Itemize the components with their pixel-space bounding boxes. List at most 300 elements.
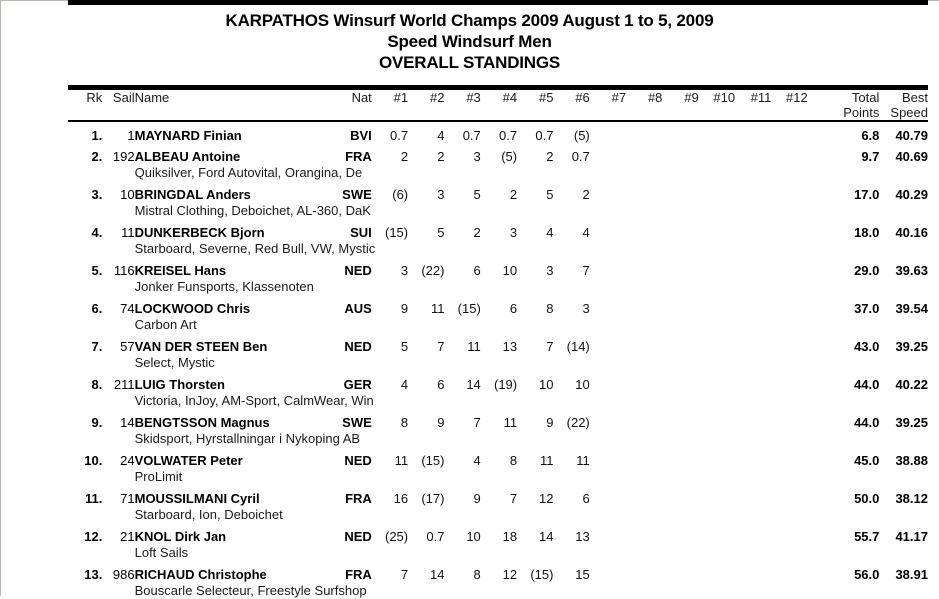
row-sail: 986 — [112, 567, 135, 582]
row-nat: SUI — [350, 225, 372, 240]
row-race-7 — [590, 181, 626, 202]
best-speed-label-line1: Best — [901, 90, 928, 105]
row-race-10 — [699, 485, 735, 506]
row-race-1: 5 — [400, 339, 409, 354]
row-name — [135, 523, 338, 544]
table-row-sponsors — [68, 164, 928, 181]
row-race-4: (5) — [501, 149, 518, 164]
sponsor-row-indent — [68, 582, 135, 599]
row-sponsors-text: Jonker Funsports, Klassenoten — [134, 279, 314, 294]
row-race-11 — [735, 561, 771, 582]
row-race-5: 14 — [538, 529, 554, 544]
row-sail: 24 — [120, 453, 135, 468]
row-spacer — [808, 371, 834, 392]
row-race-3: 3 — [473, 149, 481, 164]
row-race-11 — [735, 447, 771, 468]
row-spacer — [808, 257, 834, 278]
row-sponsors — [135, 544, 928, 561]
row-race-2: (15) — [421, 453, 445, 468]
row-sponsors — [135, 164, 928, 181]
row-race-8 — [626, 371, 662, 392]
row-race-2: 9 — [437, 415, 445, 430]
row-race-7 — [590, 561, 626, 582]
row-race-1: 8 — [400, 415, 409, 430]
row-race-5: 0.7 — [535, 128, 554, 143]
table-row-sponsors — [68, 430, 928, 447]
title-line-discipline: Speed Windsurf Men — [387, 32, 552, 51]
row-race-1: 4 — [400, 377, 409, 392]
row-race-4: 7 — [509, 491, 518, 506]
row-race-5: (15) — [530, 567, 554, 582]
row-race-6: (22) — [566, 415, 590, 430]
header-row — [68, 90, 928, 120]
row-race-2: 6 — [437, 377, 445, 392]
row-sponsors-text: Starboard, Ion, Deboichet — [134, 507, 283, 522]
row-sail: 57 — [120, 339, 135, 354]
row-race-10 — [699, 143, 735, 164]
row-best-speed: 40.69 — [895, 149, 928, 164]
row-race-10 — [699, 333, 735, 354]
row-race-12 — [771, 485, 807, 506]
row-race-3: 9 — [473, 491, 481, 506]
row-sail: 14 — [120, 415, 135, 430]
row-sponsors-text: ProLimit — [134, 469, 183, 484]
row-race-8 — [626, 181, 662, 202]
column-header-best-speed — [879, 90, 928, 120]
row-rank: 8. — [91, 377, 103, 392]
row-total-points: 50.0 — [854, 491, 880, 506]
row-best-speed: 38.12 — [895, 491, 928, 506]
row-race-11 — [735, 257, 771, 278]
row-race-2: 11 — [430, 301, 445, 316]
row-nat: NED — [344, 339, 372, 354]
row-race-4: 18 — [502, 529, 518, 544]
row-best-speed: 40.22 — [895, 377, 928, 392]
row-race-6: (14) — [566, 339, 590, 354]
row-race-8 — [626, 295, 662, 316]
row-race-3: 6 — [473, 263, 481, 278]
row-race-9 — [662, 219, 698, 240]
column-header-race-6: #6 — [575, 90, 590, 105]
row-race-7 — [590, 409, 626, 430]
column-header-name: Name — [134, 90, 170, 105]
row-rank: 3. — [91, 187, 103, 202]
row-race-4: 6 — [509, 301, 518, 316]
table-row-sponsors — [68, 202, 928, 219]
table-row — [68, 143, 928, 164]
row-name-text: RICHAUD Christophe — [134, 567, 267, 582]
row-race-6: 7 — [582, 263, 590, 278]
sponsor-row-indent — [68, 240, 135, 257]
row-rank: 10. — [84, 453, 103, 468]
row-spacer — [808, 561, 834, 582]
row-sponsors-text: Skidsport, Hyrstallningar i Nykoping AB — [134, 431, 361, 446]
row-spacer — [808, 523, 834, 544]
row-race-10 — [699, 409, 735, 430]
best-speed-label-line2: Speed — [890, 105, 928, 120]
row-rank: 1. — [91, 128, 103, 143]
row-race-5: 3 — [546, 263, 554, 278]
row-race-2: 14 — [429, 567, 445, 582]
row-race-7 — [590, 295, 626, 316]
row-race-1: 7 — [400, 567, 409, 582]
row-race-4: 10 — [502, 263, 518, 278]
row-race-5: 12 — [538, 491, 554, 506]
row-name-text: DUNKERBECK Bjorn — [134, 225, 265, 240]
sponsor-row-indent — [68, 202, 135, 219]
row-sail: 10 — [120, 187, 135, 202]
table-row — [68, 333, 928, 354]
row-race-9 — [662, 561, 698, 582]
table-row — [68, 371, 928, 392]
row-race-2: 4 — [437, 128, 445, 143]
row-race-5: 4 — [546, 225, 554, 240]
row-race-11 — [735, 219, 771, 240]
row-race-12 — [771, 257, 807, 278]
sponsor-row-indent — [68, 164, 135, 181]
row-nat: FRA — [345, 149, 372, 164]
row-best-speed: 39.25 — [895, 339, 928, 354]
row-sail: 71 — [120, 491, 135, 506]
row-race-3: 10 — [466, 529, 481, 544]
row-name — [135, 561, 338, 582]
row-spacer — [808, 485, 834, 506]
row-race-12 — [771, 447, 807, 468]
row-name-text: MAYNARD Finian — [134, 128, 242, 143]
row-name — [135, 257, 338, 278]
title-line-event: KARPATHOS Winsurf World Champs 2009 August 1 to 5, 2009 — [225, 11, 714, 30]
row-total-points: 43.0 — [854, 339, 880, 354]
row-race-12 — [771, 219, 807, 240]
row-race-12 — [771, 409, 807, 430]
column-header-race-2: #2 — [429, 90, 445, 105]
column-header-sail: Sail — [112, 90, 135, 105]
row-sponsors-text: Bouscarle Selecteur, Freestyle Surfshop — [134, 583, 367, 598]
row-race-2: 0.7 — [426, 529, 445, 544]
row-race-2: (22) — [421, 263, 445, 278]
row-race-10 — [699, 561, 735, 582]
row-sail: 74 — [120, 301, 135, 316]
row-sponsors-text: Select, Mystic — [134, 355, 215, 370]
row-best-speed: 39.63 — [895, 263, 928, 278]
column-header-race-4: #4 — [502, 90, 518, 105]
row-race-1: 3 — [400, 263, 409, 278]
row-total-points: 44.0 — [854, 377, 880, 392]
row-race-8 — [626, 409, 662, 430]
row-race-11 — [735, 143, 771, 164]
row-total-points: 29.0 — [854, 263, 880, 278]
row-rank: 12. — [84, 529, 103, 544]
row-nat: GER — [343, 377, 372, 392]
row-race-3: 2 — [473, 225, 481, 240]
sponsor-row-indent — [68, 392, 135, 409]
row-best-speed: 41.17 — [895, 529, 928, 544]
row-race-1: (6) — [392, 187, 409, 202]
table-row-sponsors — [68, 240, 928, 257]
row-sponsors — [135, 316, 928, 333]
row-name-text: KREISEL Hans — [134, 263, 227, 278]
row-race-6: (5) — [573, 128, 590, 143]
standings-body-table — [68, 122, 928, 599]
table-row-sponsors — [68, 582, 928, 599]
row-nat: FRA — [345, 491, 372, 506]
table-row-sponsors — [68, 354, 928, 371]
row-race-9 — [662, 371, 698, 392]
table-row-sponsors — [68, 506, 928, 523]
row-race-10 — [699, 523, 735, 544]
column-header-nat: Nat — [351, 90, 372, 105]
row-name-text: ALBEAU Antoine — [134, 149, 241, 164]
table-body — [68, 122, 928, 599]
row-race-3: 0.7 — [462, 128, 481, 143]
row-name — [135, 295, 338, 316]
row-spacer — [808, 409, 834, 430]
row-spacer — [808, 333, 834, 354]
table-row-sponsors — [68, 392, 928, 409]
table-header — [68, 90, 928, 120]
row-race-9 — [662, 295, 698, 316]
row-total-points: 37.0 — [854, 301, 880, 316]
row-race-4: 8 — [509, 453, 518, 468]
row-sponsors-text: Victoria, InJoy, AM-Sport, CalmWear, Win — [134, 393, 374, 408]
row-sponsors-text: Loft Sails — [134, 545, 189, 560]
row-name-text: KNOL Dirk Jan — [134, 529, 227, 544]
row-sponsors-text: Mistral Clothing, Deboichet, AL-360, DaK — [134, 203, 371, 218]
row-race-4: 13 — [502, 339, 518, 354]
row-best-speed: 39.25 — [895, 415, 928, 430]
row-race-4: 11 — [503, 415, 518, 430]
row-sponsors — [135, 430, 928, 447]
sponsor-row-indent — [68, 316, 135, 333]
row-name-text: VOLWATER Peter — [134, 453, 243, 468]
row-race-3: 14 — [466, 377, 481, 392]
row-total-points: 6.8 — [861, 128, 880, 143]
column-header-total-points — [834, 90, 879, 120]
row-race-1: (15) — [385, 225, 409, 240]
row-race-6: 4 — [582, 225, 590, 240]
row-rank: 13. — [84, 567, 103, 582]
column-header-race-3: #3 — [466, 90, 481, 105]
row-race-1: (25) — [385, 529, 409, 544]
row-race-4: 0.7 — [499, 128, 518, 143]
row-race-7 — [590, 219, 626, 240]
row-race-11 — [735, 485, 771, 506]
sponsor-row-indent — [68, 468, 135, 485]
row-race-12 — [771, 181, 807, 202]
row-race-11 — [735, 295, 771, 316]
row-race-6: 0.7 — [571, 149, 590, 164]
row-best-speed: 40.16 — [895, 225, 928, 240]
row-race-6: 13 — [575, 529, 590, 544]
row-race-5: 10 — [538, 377, 554, 392]
row-race-4: 12 — [502, 567, 518, 582]
column-header-race-12: #12 — [786, 90, 808, 105]
row-race-7 — [590, 485, 626, 506]
row-race-10 — [699, 257, 735, 278]
column-header-rank: Rk — [86, 90, 103, 105]
row-best-speed: 40.29 — [895, 187, 928, 202]
row-race-12 — [771, 523, 807, 544]
row-race-3: 4 — [473, 453, 481, 468]
row-race-1: 9 — [400, 301, 409, 316]
column-header-race-10: #10 — [713, 90, 736, 105]
row-nat: NED — [344, 263, 372, 278]
row-race-6: 2 — [582, 187, 590, 202]
row-nat: BVI — [350, 128, 372, 143]
row-race-5: 9 — [546, 415, 554, 430]
row-sail: 192 — [112, 149, 135, 164]
row-race-7 — [590, 143, 626, 164]
row-nat: FRA — [345, 567, 372, 582]
row-total-points: 18.0 — [854, 225, 880, 240]
row-race-9 — [662, 409, 698, 430]
row-race-9 — [662, 122, 698, 143]
row-race-2: 7 — [437, 339, 445, 354]
column-header-race-7: #7 — [611, 90, 627, 105]
table-row-sponsors — [68, 316, 928, 333]
table-row — [68, 409, 928, 430]
row-sponsors-text: Quiksilver, Ford Autovital, Orangina, De — [134, 165, 363, 180]
row-name — [135, 485, 338, 506]
row-race-6: 15 — [575, 567, 590, 582]
row-race-10 — [699, 447, 735, 468]
row-nat: SWE — [342, 187, 372, 202]
row-race-8 — [626, 333, 662, 354]
table-row — [68, 447, 928, 468]
row-race-8 — [626, 485, 662, 506]
document-title-block — [0, 5, 939, 73]
row-race-5: 11 — [539, 453, 554, 468]
row-sponsors — [135, 582, 928, 599]
row-name-text: VAN DER STEEN Ben — [134, 339, 268, 354]
row-race-5: 7 — [546, 339, 554, 354]
row-race-5: 2 — [546, 149, 554, 164]
row-spacer — [808, 295, 834, 316]
row-sponsors — [135, 468, 928, 485]
row-sponsors — [135, 392, 928, 409]
row-nat: SWE — [342, 415, 372, 430]
row-name — [135, 447, 338, 468]
row-rank: 9. — [91, 415, 103, 430]
row-race-1: 16 — [393, 491, 409, 506]
table-row — [68, 485, 928, 506]
row-sail: 21 — [120, 529, 135, 544]
row-race-2: 2 — [437, 149, 445, 164]
row-sponsors-text: Carbon Art — [134, 317, 197, 332]
row-sponsors — [135, 202, 928, 219]
row-race-9 — [662, 257, 698, 278]
row-race-12 — [771, 333, 807, 354]
row-name — [135, 371, 338, 392]
table-row — [68, 295, 928, 316]
column-header-race-1: #1 — [393, 90, 409, 105]
row-best-speed: 39.54 — [895, 301, 928, 316]
row-race-8 — [626, 257, 662, 278]
row-race-5: 8 — [546, 301, 554, 316]
row-name — [135, 219, 338, 240]
total-points-label-line2: Points — [843, 105, 880, 120]
row-total-points: 9.7 — [861, 149, 880, 164]
row-spacer — [808, 447, 834, 468]
row-race-11 — [735, 181, 771, 202]
row-sail: 1 — [127, 128, 135, 143]
row-race-7 — [590, 122, 626, 143]
table-row — [68, 523, 928, 544]
row-race-12 — [771, 143, 807, 164]
row-race-1: 0.7 — [390, 128, 409, 143]
column-header-race-5: #5 — [538, 90, 554, 105]
row-best-speed: 38.91 — [895, 567, 928, 582]
column-header-race-11: #11 — [750, 90, 772, 105]
row-rank: 7. — [91, 339, 103, 354]
row-rank: 6. — [91, 301, 103, 316]
row-race-11 — [735, 122, 771, 143]
row-race-12 — [771, 561, 807, 582]
table-row — [68, 257, 928, 278]
column-header-race-9: #9 — [684, 90, 699, 105]
row-name-text: LUIG Thorsten — [134, 377, 225, 392]
row-race-2: 3 — [437, 187, 445, 202]
table-row — [68, 561, 928, 582]
row-race-11 — [735, 333, 771, 354]
row-race-3: 11 — [467, 339, 481, 354]
row-race-9 — [662, 333, 698, 354]
row-race-8 — [626, 523, 662, 544]
row-race-2: 5 — [437, 225, 445, 240]
row-name-text: BRINGDAL Anders — [134, 187, 251, 202]
row-race-9 — [662, 143, 698, 164]
row-sponsors — [135, 278, 928, 295]
row-race-10 — [699, 181, 735, 202]
row-nat: NED — [344, 453, 372, 468]
row-race-10 — [699, 295, 735, 316]
row-race-8 — [626, 561, 662, 582]
row-name — [135, 143, 338, 164]
title-line-standings: OVERALL STANDINGS — [378, 53, 561, 72]
row-sail: 211 — [113, 377, 135, 392]
row-race-12 — [771, 122, 807, 143]
row-race-4: 3 — [509, 225, 518, 240]
row-name — [135, 409, 338, 430]
row-race-9 — [662, 485, 698, 506]
table-row-sponsors — [68, 278, 928, 295]
row-race-6: 6 — [582, 491, 590, 506]
row-race-11 — [735, 371, 771, 392]
row-name — [135, 333, 338, 354]
row-race-9 — [662, 447, 698, 468]
row-nat: NED — [344, 529, 372, 544]
row-sponsors — [135, 354, 928, 371]
row-best-speed: 40.79 — [895, 128, 928, 143]
row-name — [135, 181, 338, 202]
row-sail: 116 — [113, 263, 135, 278]
row-race-8 — [626, 447, 662, 468]
row-race-4: (19) — [493, 377, 518, 392]
row-race-7 — [590, 257, 626, 278]
total-points-label-line1: Total — [851, 90, 880, 105]
row-race-12 — [771, 295, 807, 316]
table-row — [68, 122, 928, 143]
row-name — [135, 122, 338, 143]
sponsor-row-indent — [68, 544, 135, 561]
table-row-sponsors — [68, 544, 928, 561]
row-rank: 11. — [84, 491, 103, 506]
row-rank: 2. — [91, 149, 103, 164]
row-name-text: LOCKWOOD Chris — [134, 301, 251, 316]
row-race-9 — [662, 181, 698, 202]
sponsor-row-indent — [68, 278, 135, 295]
row-race-8 — [626, 143, 662, 164]
